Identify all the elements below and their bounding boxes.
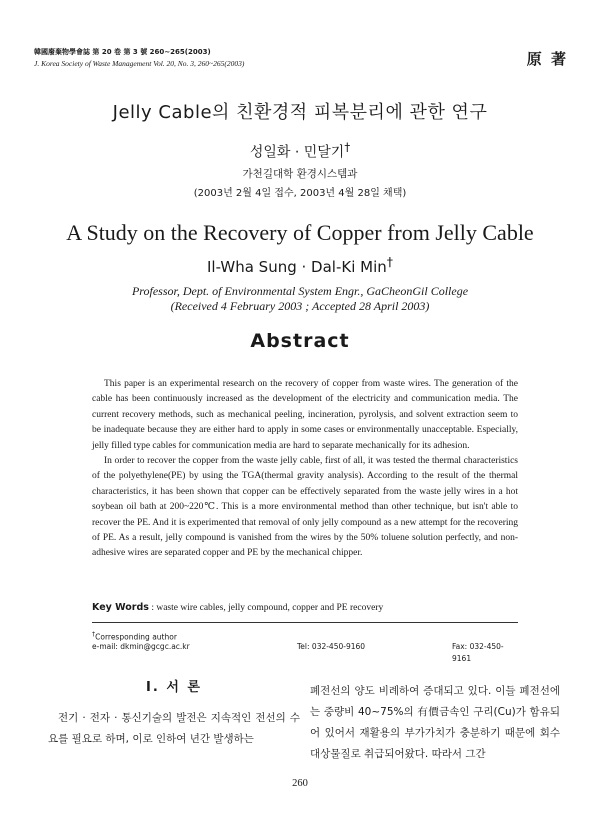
body-paragraph-left: 전기 · 전자 · 통신기술의 발전은 지속적인 전선의 수요를 필요로 하며, 이로 인하여 년간 발생하는 [48, 712, 300, 745]
keywords-separator: : [148, 603, 157, 613]
body-paragraph-right: 폐전선의 양도 비례하여 증대되고 있다. 이들 폐전선에는 중량비 40~75%의 有價금속인 구리(Cu)가 함유되어 있어서 재활용의 부가가치가 충분하기 때문에 회수대상물질로 취급되어왔다. 따라서 그간 [310, 685, 560, 760]
keywords [92, 602, 518, 613]
body-left-column [48, 676, 300, 750]
abstract-heading: Abstract [250, 330, 350, 352]
english-dates: (Received 4 February 2003 ; Accepted 28 April 2003) [170, 299, 430, 313]
english-authors-names: Il-Wha Sung · Dal-Ki Min [206, 258, 387, 276]
journal-english-name: J. Korea Society of Waste Management Vol. 20, No. 3, [34, 59, 196, 68]
footnote-divider [92, 622, 518, 623]
english-authors [0, 254, 600, 276]
section-heading: Ⅰ. 서 론 [146, 680, 202, 695]
journal-english [34, 58, 244, 70]
english-affiliation: Professor, Dept. of Environmental System Engr., GaCheonGil College [131, 284, 469, 298]
footnote-row-author [92, 629, 518, 641]
keywords-label: Key Words [92, 602, 149, 613]
english-affiliation-block [0, 284, 600, 314]
footnote-mark: † [92, 631, 96, 638]
journal-english-pages: 260~265(2003) [197, 59, 245, 68]
article-type-badge: 原 著 [526, 50, 568, 68]
abstract-paragraph: In order to recover the copper from the waste jelly cable, first of all, it was tested the thermal characteristics of the polyethylene(PE) by using the TGA(thermal gravity analysis). According to the result of the thermal characteristics, it has been shown that copper can be effectively separated from the waste jelly wires in a hot soybean oil bath at 200~220℃. This is a more environmental method than other technique, but isn't able to recover the PE. And it is experimented that removal of only jelly compound as a new attempt for the recovering of PE. As a result, jelly compound is vanished from the wires by the 50% toluene solution perfectly, and non-adhesive wires are separated copper and PE by the mechanical chipper. [92, 456, 518, 559]
korean-affiliation: 가천길대학 환경시스템과 [242, 168, 358, 180]
english-author-mark: † [386, 254, 393, 269]
journal-korean: 韓國廢棄物學會誌 第 20 卷 第 3 號 260~265(2003) [34, 48, 211, 56]
keywords-text: waste wire cables, jelly compound, copper and PE recovery [156, 603, 384, 613]
korean-author-mark: † [344, 140, 351, 154]
abstract-paragraph: This paper is an experimental research on the recovery of copper from waste wires. The generation of the cable has been continuously increased as the development of the electricity and communication media. The current recovery methods, such as mechanical peeling, incineration, pyrolysis, and solvent extraction seem to be inadequate because they are either hard to apply in some cases or environmentally unacceptable. Especially, jelly filled type cables for communication media are hard to separate mechanically for its adhesion. [92, 379, 518, 451]
korean-authors-names: 성일화 · 민달기 [249, 144, 345, 161]
footnote-tel: Tel: 032-450-9160 [297, 642, 366, 651]
korean-authors [0, 140, 600, 162]
korean-title: Jelly Cable의 친환경적 피복분리에 관한 연구 [112, 102, 488, 123]
footnote-fax: Fax: 032-450-9161 [452, 642, 504, 663]
footnote-email: e-mail: dkmin@gcgc.ac.kr [92, 642, 190, 651]
english-title: A Study on the Recovery of Copper from Jelly Cable [66, 220, 534, 245]
body-right-column [310, 681, 560, 765]
footnote [92, 629, 518, 663]
footnote-row-contact [92, 641, 518, 663]
abstract-body [92, 377, 518, 562]
journal-header [34, 46, 244, 70]
page-number: 260 [292, 778, 308, 789]
korean-dates: (2003년 2월 4일 접수, 2003년 4월 28일 채택) [193, 188, 407, 199]
footnote-label: Corresponding author [95, 632, 177, 642]
